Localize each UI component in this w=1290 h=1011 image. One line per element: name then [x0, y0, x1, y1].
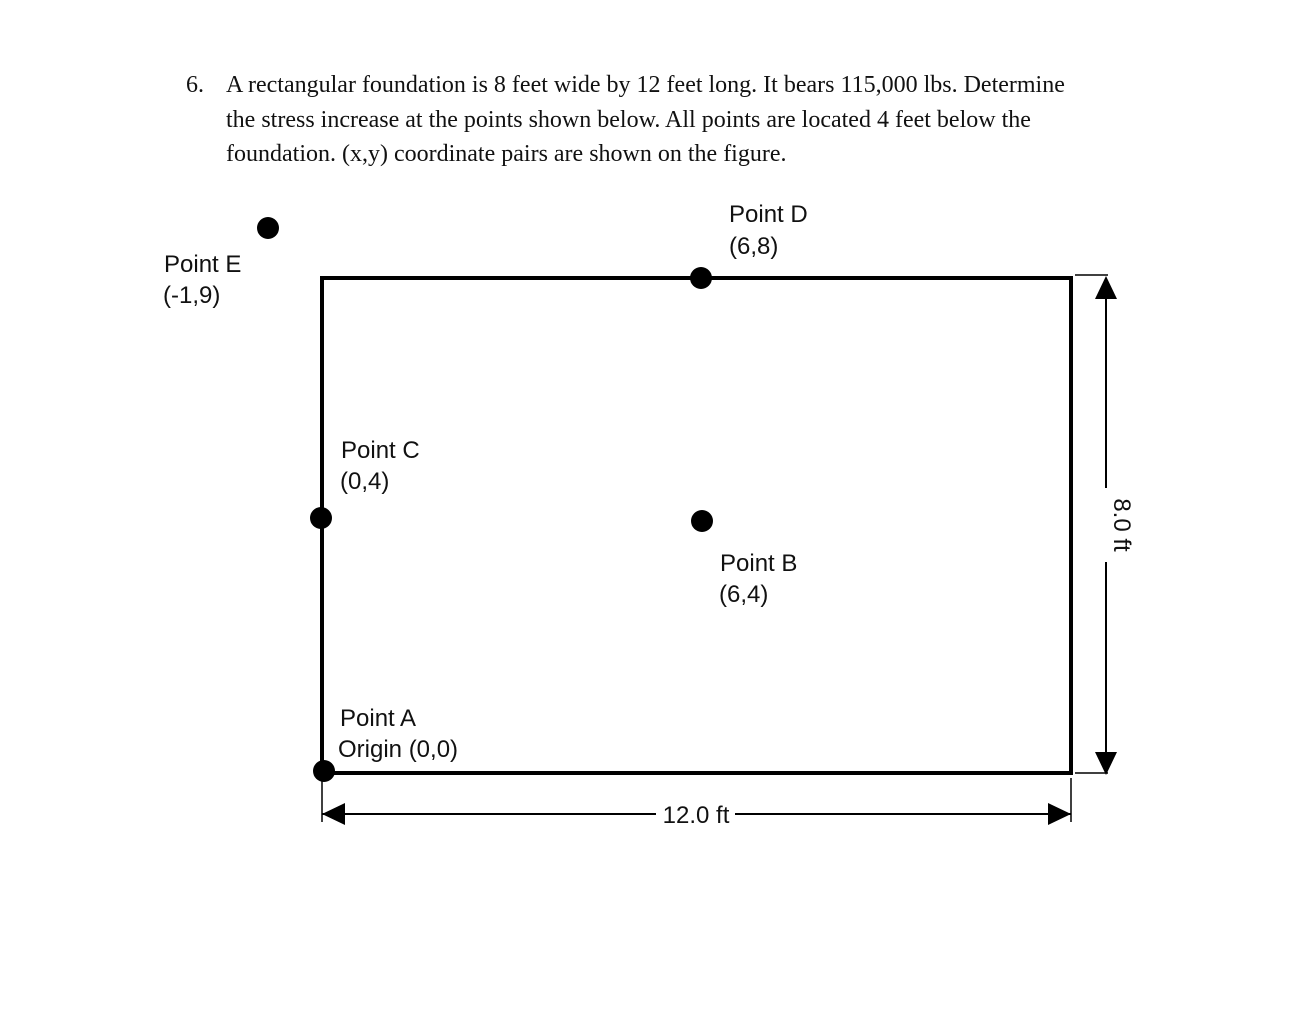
- point-b-coords: (6,4): [719, 581, 769, 608]
- width-dimension: [1075, 275, 1135, 775]
- point-a-label: Point A: [340, 705, 417, 732]
- point-b-marker: [691, 510, 713, 532]
- point-e-marker: [257, 217, 279, 239]
- problem-line-2: the stress increase at the points shown below. All points are located 4 feet below the: [226, 106, 1031, 133]
- width-label: 8.0 ft: [1108, 498, 1135, 552]
- point-a-coords: Origin (0,0): [338, 736, 459, 763]
- length-label: 12.0 ft: [662, 802, 730, 829]
- problem-line-1: A rectangular foundation is 8 feet wide by 12 feet long. It bears 115,000 lbs. Determine: [226, 72, 1065, 98]
- point-d-label: Point D: [729, 201, 808, 228]
- point-c-marker: [310, 507, 332, 529]
- point-d-marker: [690, 267, 712, 289]
- point-c-label: Point C: [341, 437, 420, 464]
- arrow-down-icon: [1095, 752, 1117, 775]
- point-e-coords: (-1,9): [163, 282, 221, 309]
- arrow-left-icon: [322, 803, 345, 825]
- arrow-up-icon: [1095, 276, 1117, 299]
- length-dimension: [322, 778, 1071, 829]
- point-c-coords: (0,4): [340, 468, 390, 495]
- point-b-label: Point B: [720, 550, 798, 577]
- point-a-marker: [313, 760, 335, 782]
- point-e-label: Point E: [164, 251, 242, 278]
- point-d-coords: (6,8): [729, 233, 779, 260]
- arrow-right-icon: [1048, 803, 1071, 825]
- problem-number: 6.: [186, 72, 204, 98]
- problem-line-3: foundation. (x,y) coordinate pairs are shown on the figure.: [226, 141, 787, 167]
